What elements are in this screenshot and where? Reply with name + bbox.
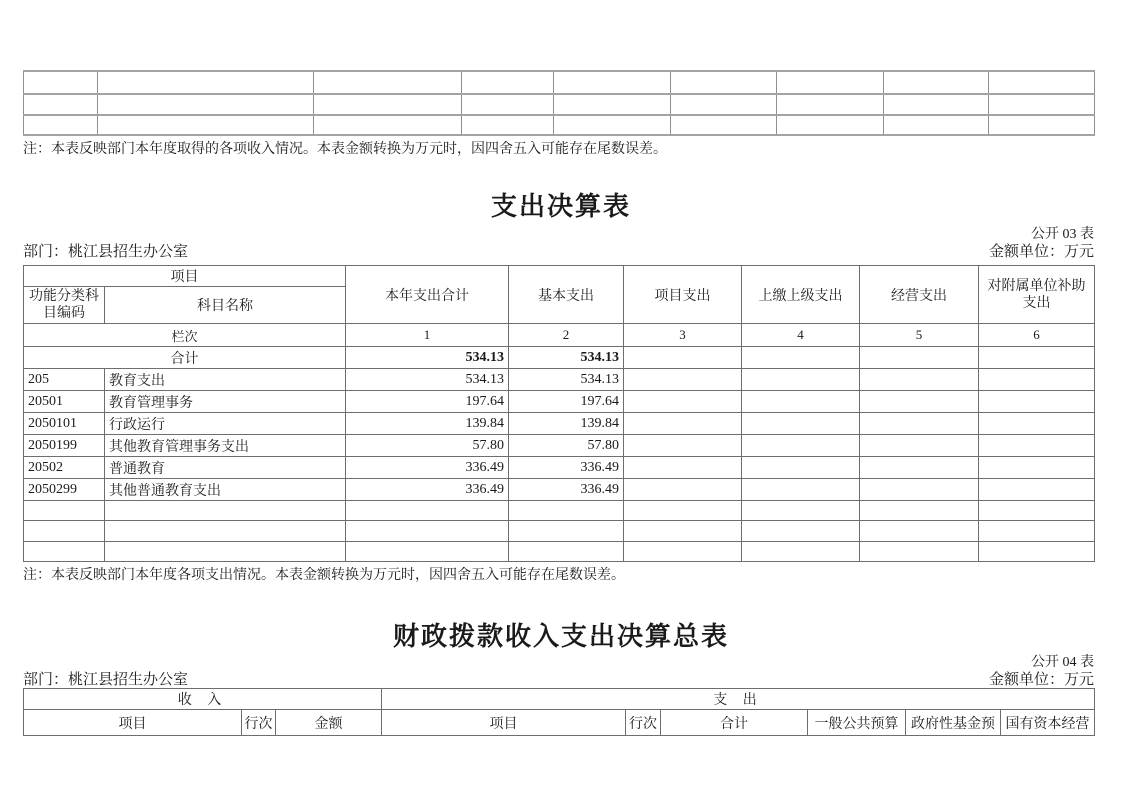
cell-name: 行政运行 [105,413,346,435]
header-subsidy-expense: 对附属单位补助支出 [979,266,1095,324]
table-row [24,435,1095,457]
cell-code: 2050299 [24,479,105,501]
expense-table-note: 注：本表反映部门本年度各项支出情况。本表金额转换为万元时，因四舍五入可能存在尾数误差。 [23,568,625,583]
table-row [24,542,1095,562]
summary-meta-line [23,668,1094,689]
header-function-code: 功能分类科目编码 [24,287,105,324]
unit-label: 金额单位：万元 [988,672,1094,688]
header-expense-line: 行次 [626,710,661,736]
summary-table-title: 财政拨款收入支出决算总表 [392,622,729,651]
cell-code: 20501 [24,391,105,413]
cell-total: 534.13 [346,369,509,391]
cell-name: 教育管理事务 [105,391,346,413]
cell-total: 197.64 [346,391,509,413]
cell-code: 20502 [24,457,105,479]
rank-number: 4 [742,324,860,347]
header-expense: 支 出 [382,689,1095,710]
header-expense-total: 合计 [661,710,808,736]
header-subject-name: 科目名称 [105,287,346,324]
summary-table-code: 公开 04 表 [1031,655,1094,670]
table-header-row [24,689,1095,710]
rank-number: 3 [624,324,742,347]
rank-number: 6 [979,324,1095,347]
expense-table-title: 支出决算表 [490,192,631,221]
table-row [24,369,1095,391]
cell-code: 2050199 [24,435,105,457]
cell-total: 336.49 [346,479,509,501]
header-gov-fund: 政府性基金预 [906,710,1001,736]
cell-total: 534.13 [346,347,509,369]
header-basic-expense: 基本支出 [509,266,624,324]
table-row [24,457,1095,479]
table-row [24,94,1095,115]
table-row [24,501,1095,521]
expense-meta-line [23,240,1094,261]
department-label: 部门：桃江县招生办公室 [23,672,189,688]
header-state-capital: 国有资本经营 [1001,710,1095,736]
header-operating-expense: 经营支出 [860,266,979,324]
rank-number: 5 [860,324,979,347]
unit-label: 金额单位：万元 [988,244,1094,260]
rank-number: 2 [509,324,624,347]
header-income-line: 行次 [242,710,276,736]
expense-table [23,265,1095,562]
total-label: 合计 [24,347,346,369]
cell-basic: 534.13 [509,347,624,369]
header-income: 收 入 [24,689,382,710]
expense-table-code: 公开 03 表 [1031,227,1094,242]
table-header-row [24,266,1095,287]
cell-total: 139.84 [346,413,509,435]
cell-basic: 197.64 [509,391,624,413]
cell-name: 教育支出 [105,369,346,391]
table-row [24,413,1095,435]
cell-basic: 336.49 [509,457,624,479]
cell-basic: 139.84 [509,413,624,435]
department-label: 部门：桃江县招生办公室 [23,244,189,260]
cell-name: 其他教育管理事务支出 [105,435,346,457]
income-table-fragment [23,70,1095,136]
header-expense-project: 项目 [382,710,626,736]
cell-code: 2050101 [24,413,105,435]
header-upturn-expense: 上缴上级支出 [742,266,860,324]
total-row [24,347,1095,369]
cell-basic: 336.49 [509,479,624,501]
cell-total: 57.80 [346,435,509,457]
rank-number: 1 [346,324,509,347]
summary-table-clip [23,688,1096,732]
header-total-expense: 本年支出合计 [346,266,509,324]
header-general-budget: 一般公共预算 [808,710,906,736]
table-header-row [24,710,1095,736]
cell-name: 其他普通教育支出 [105,479,346,501]
header-income-project: 项目 [24,710,242,736]
cell-basic: 534.13 [509,369,624,391]
header-project-expense: 项目支出 [624,266,742,324]
header-income-amount: 金额 [276,710,382,736]
summary-table [23,688,1095,736]
header-project: 项目 [24,266,346,287]
table-row [24,115,1095,135]
income-table-note: 注：本表反映部门本年度取得的各项收入情况。本表金额转换为万元时，因四舍五入可能存在尾数误差。 [23,142,667,157]
cell-total: 336.49 [346,457,509,479]
cell-basic: 57.80 [509,435,624,457]
table-row [24,479,1095,501]
cell-name: 普通教育 [105,457,346,479]
rank-row [24,324,1095,347]
table-row [24,521,1095,542]
table-row [24,71,1095,94]
cell-code: 205 [24,369,105,391]
rank-label: 栏次 [24,324,346,347]
table-row [24,391,1095,413]
